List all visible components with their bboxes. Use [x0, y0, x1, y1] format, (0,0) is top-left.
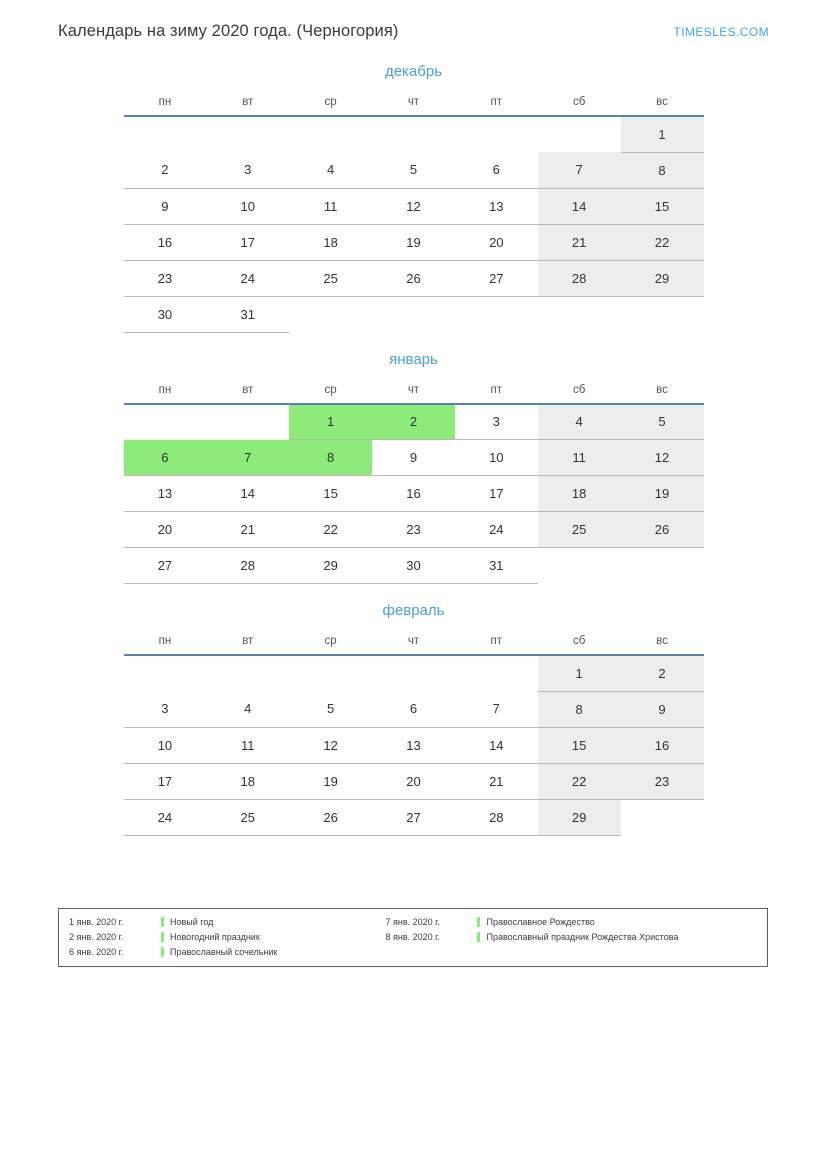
day-cell-weekend[interactable]: 22 [538, 763, 621, 799]
day-cell-weekend[interactable]: 2 [621, 655, 704, 691]
day-cell-weekend[interactable]: 15 [621, 188, 704, 224]
day-cell[interactable]: 3 [124, 691, 207, 727]
day-cell[interactable]: 28 [455, 799, 538, 835]
day-cell-holiday[interactable]: 2 [372, 404, 455, 440]
weekday-header-вс: вс [621, 631, 704, 655]
week-row [124, 116, 704, 152]
day-cell-weekend[interactable]: 21 [538, 224, 621, 260]
legend-item-date: 1 янв. 2020 г. [69, 917, 124, 927]
weekday-header-чт: чт [372, 380, 455, 404]
day-cell-empty [124, 404, 207, 440]
day-cell[interactable]: 28 [206, 548, 289, 584]
legend-color-swatch-icon [161, 947, 164, 957]
day-cell-empty [206, 116, 289, 152]
week-row [124, 691, 704, 727]
day-cell[interactable]: 31 [206, 296, 289, 332]
day-cell[interactable]: 21 [206, 512, 289, 548]
legend-item [69, 931, 385, 943]
day-cell[interactable]: 18 [289, 224, 372, 260]
day-cell[interactable]: 9 [372, 440, 455, 476]
weekday-header-row [124, 631, 704, 655]
day-cell-weekend[interactable]: 28 [538, 260, 621, 296]
day-cell[interactable]: 17 [455, 476, 538, 512]
day-cell[interactable]: 24 [455, 512, 538, 548]
weekday-header-пт: пт [455, 631, 538, 655]
day-cell-holiday[interactable]: 1 [289, 404, 372, 440]
week-row [124, 763, 704, 799]
weekday-header-пн: пн [124, 631, 207, 655]
month-block [0, 351, 827, 585]
day-cell-empty [206, 404, 289, 440]
day-cell[interactable]: 13 [124, 476, 207, 512]
day-cell-holiday[interactable]: 8 [289, 440, 372, 476]
day-cell[interactable]: 20 [124, 512, 207, 548]
day-cell-weekend[interactable]: 12 [621, 440, 704, 476]
day-cell-weekend[interactable]: 1 [538, 655, 621, 691]
weekday-header-сб: сб [538, 631, 621, 655]
legend-color-swatch-icon [161, 917, 164, 927]
weekday-header-пн: пн [124, 380, 207, 404]
day-cell[interactable]: 26 [372, 260, 455, 296]
day-cell[interactable]: 11 [206, 727, 289, 763]
legend [58, 908, 768, 967]
day-cell[interactable]: 24 [206, 260, 289, 296]
day-cell-empty [538, 296, 621, 332]
day-cell[interactable]: 25 [289, 260, 372, 296]
day-cell-empty [621, 799, 704, 835]
legend-item-label: Новый год [170, 917, 214, 927]
day-cell-empty [538, 116, 621, 152]
legend-item-label: Православный сочельник [170, 947, 278, 957]
week-row [124, 296, 704, 332]
page-header [0, 0, 827, 41]
day-cell-weekend[interactable]: 18 [538, 476, 621, 512]
day-cell[interactable]: 13 [372, 727, 455, 763]
weekday-header-сб: сб [538, 380, 621, 404]
day-cell[interactable]: 17 [206, 224, 289, 260]
week-row [124, 476, 704, 512]
week-row [124, 152, 704, 188]
day-cell[interactable]: 27 [455, 260, 538, 296]
months-container [0, 63, 827, 836]
week-row [124, 260, 704, 296]
day-cell-weekend[interactable]: 5 [621, 404, 704, 440]
day-cell[interactable]: 2 [124, 152, 207, 188]
day-cell-weekend[interactable]: 9 [621, 691, 704, 727]
day-cell-weekend[interactable]: 7 [538, 152, 621, 188]
day-cell-weekend[interactable]: 29 [538, 799, 621, 835]
day-cell[interactable]: 23 [372, 512, 455, 548]
day-cell-empty [124, 116, 207, 152]
day-cell-empty [372, 296, 455, 332]
week-row [124, 548, 704, 584]
day-cell-empty [455, 296, 538, 332]
day-cell-weekend[interactable]: 25 [538, 512, 621, 548]
month-grid [124, 92, 704, 333]
day-cell-empty [206, 655, 289, 691]
day-cell[interactable]: 11 [289, 188, 372, 224]
legend-item [385, 916, 757, 928]
legend-color-swatch-icon [161, 932, 164, 942]
weekday-header-ср: ср [289, 380, 372, 404]
legend-item [69, 946, 385, 958]
weekday-header-пн: пн [124, 92, 207, 116]
legend-item-label: Православное Рождество [486, 917, 595, 927]
day-cell-empty [289, 296, 372, 332]
weekday-header-пт: пт [455, 380, 538, 404]
day-cell-weekend[interactable]: 23 [621, 763, 704, 799]
day-cell[interactable]: 26 [289, 799, 372, 835]
day-cell[interactable]: 14 [455, 727, 538, 763]
day-cell-weekend[interactable]: 14 [538, 188, 621, 224]
day-cell[interactable]: 19 [372, 224, 455, 260]
weekday-header-вс: вс [621, 380, 704, 404]
day-cell-empty [372, 116, 455, 152]
day-cell-empty [455, 655, 538, 691]
legend-item-date: 6 янв. 2020 г. [69, 947, 124, 957]
day-cell-weekend[interactable]: 8 [621, 152, 704, 188]
week-row [124, 404, 704, 440]
day-cell[interactable]: 13 [455, 188, 538, 224]
day-cell-empty [538, 548, 621, 584]
legend-item [69, 916, 385, 928]
day-cell-empty [455, 116, 538, 152]
month-title: декабрь [384, 63, 443, 80]
legend-item-date: 8 янв. 2020 г. [385, 932, 440, 942]
month-block [0, 602, 827, 836]
day-cell-empty [124, 655, 207, 691]
weekday-header-чт: чт [372, 631, 455, 655]
week-row [124, 799, 704, 835]
day-cell[interactable]: 16 [372, 476, 455, 512]
legend-item [385, 931, 757, 943]
day-cell-empty [372, 655, 455, 691]
day-cell-holiday[interactable]: 6 [124, 440, 207, 476]
legend-color-swatch-icon [477, 917, 480, 927]
day-cell[interactable]: 19 [289, 763, 372, 799]
legend-item-date: 7 янв. 2020 г. [385, 917, 440, 927]
day-cell[interactable]: 10 [206, 188, 289, 224]
legend-column-right [385, 916, 757, 958]
day-cell[interactable]: 3 [206, 152, 289, 188]
day-cell[interactable]: 27 [372, 799, 455, 835]
weekday-header-ср: ср [289, 631, 372, 655]
day-cell[interactable]: 15 [289, 476, 372, 512]
day-cell-empty [289, 116, 372, 152]
weekday-header-ср: ср [289, 92, 372, 116]
week-row [124, 727, 704, 763]
day-cell[interactable]: 4 [206, 691, 289, 727]
month-block [0, 63, 827, 333]
weekday-header-пт: пт [455, 92, 538, 116]
day-cell-weekend[interactable]: 4 [538, 404, 621, 440]
day-cell[interactable]: 20 [372, 763, 455, 799]
day-cell-weekend[interactable]: 11 [538, 440, 621, 476]
day-cell[interactable]: 18 [206, 763, 289, 799]
week-row [124, 224, 704, 260]
weekday-header-вт: вт [206, 380, 289, 404]
day-cell[interactable]: 27 [124, 548, 207, 584]
weekday-header-вт: вт [206, 631, 289, 655]
month-title: январь [389, 350, 438, 368]
day-cell[interactable]: 14 [206, 476, 289, 512]
day-cell[interactable]: 22 [289, 512, 372, 548]
weekday-header-чт: чт [372, 92, 455, 116]
day-cell[interactable]: 10 [124, 727, 207, 763]
day-cell-weekend[interactable]: 8 [538, 691, 621, 727]
weekday-header-row [124, 92, 704, 116]
day-cell-empty [621, 296, 704, 332]
day-cell[interactable]: 29 [289, 548, 372, 584]
day-cell-weekend[interactable]: 15 [538, 727, 621, 763]
month-grid [124, 631, 704, 836]
legend-item-label: Новогодний праздник [170, 932, 260, 942]
day-cell[interactable]: 17 [124, 763, 207, 799]
day-cell[interactable]: 30 [372, 548, 455, 584]
day-cell[interactable]: 4 [289, 152, 372, 188]
day-cell[interactable]: 6 [372, 691, 455, 727]
week-row [124, 655, 704, 691]
day-cell[interactable]: 10 [455, 440, 538, 476]
day-cell[interactable]: 5 [289, 691, 372, 727]
day-cell[interactable]: 3 [455, 404, 538, 440]
day-cell-weekend[interactable]: 29 [621, 260, 704, 296]
day-cell-weekend[interactable]: 19 [621, 476, 704, 512]
day-cell-empty [289, 655, 372, 691]
month-title: февраль [382, 602, 445, 619]
day-cell[interactable]: 6 [455, 152, 538, 188]
day-cell-weekend[interactable]: 26 [621, 512, 704, 548]
day-cell[interactable]: 24 [124, 799, 207, 835]
weekday-header-вс: вс [621, 92, 704, 116]
day-cell[interactable]: 7 [455, 691, 538, 727]
day-cell-weekend[interactable]: 22 [621, 224, 704, 260]
month-grid [124, 380, 704, 585]
legend-item-date: 2 янв. 2020 г. [69, 932, 124, 942]
week-row [124, 188, 704, 224]
day-cell-empty [621, 548, 704, 584]
day-cell[interactable]: 12 [289, 727, 372, 763]
day-cell-weekend[interactable]: 16 [621, 727, 704, 763]
day-cell[interactable]: 16 [124, 224, 207, 260]
day-cell-holiday[interactable]: 7 [206, 440, 289, 476]
day-cell-weekend[interactable]: 1 [621, 116, 704, 152]
day-cell[interactable]: 23 [124, 260, 207, 296]
day-cell[interactable]: 12 [372, 188, 455, 224]
weekday-header-row [124, 380, 704, 404]
weekday-header-сб: сб [538, 92, 621, 116]
day-cell[interactable]: 9 [124, 188, 207, 224]
page-title: Календарь на зиму 2020 года. (Черногория) [58, 22, 399, 40]
week-row [124, 512, 704, 548]
day-cell[interactable]: 5 [372, 152, 455, 188]
legend-column-left [69, 916, 385, 958]
brand-logo: TIMESLES.COM [673, 24, 769, 39]
day-cell[interactable]: 21 [455, 763, 538, 799]
day-cell[interactable]: 31 [455, 548, 538, 584]
week-row [124, 440, 704, 476]
day-cell[interactable]: 25 [206, 799, 289, 835]
legend-item-label: Православный праздник Рождества Христова [486, 932, 679, 942]
day-cell[interactable]: 30 [124, 296, 207, 332]
legend-color-swatch-icon [477, 932, 480, 942]
day-cell[interactable]: 20 [455, 224, 538, 260]
weekday-header-вт: вт [206, 92, 289, 116]
